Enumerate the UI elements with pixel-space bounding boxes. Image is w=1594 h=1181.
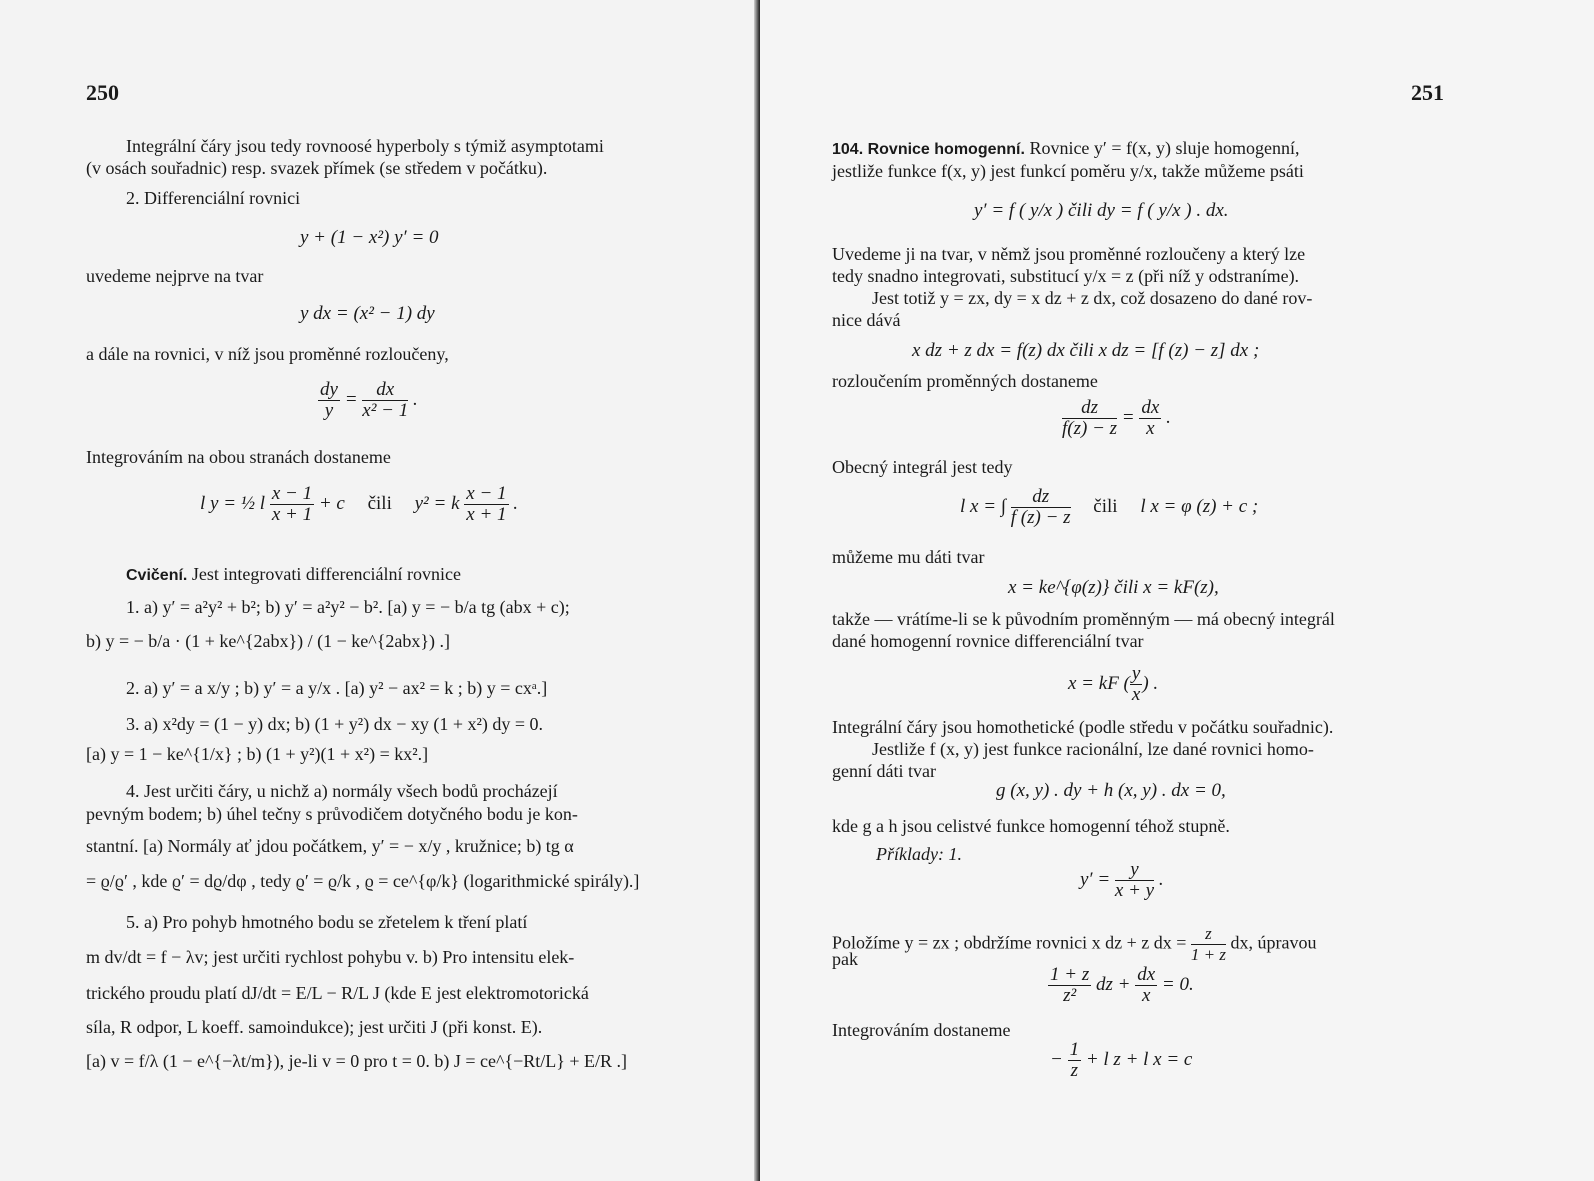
exercise-5c: trického proudu platí dJ/dt = E/L − R/L J (kde E jest elektromotorická — [86, 983, 589, 1003]
text-line: Integrální čáry jsou tedy rovnoosé hyperboly s týmiž asymptotami — [126, 136, 604, 156]
text-line: Obecný integrál jest tedy — [832, 457, 1013, 477]
separated-equation: $\frac{dy}{y}$ = $\frac{dx}{\text{x² − 1}}$ . — [320, 379, 418, 421]
exercise-heading: Cvičení. Jest integrovati differenciální rovnice — [126, 564, 461, 584]
equation: y′ = f ( y/x ) čili dy = f ( y/x ) . dx. — [974, 200, 1229, 221]
page-number-left: 250 — [86, 80, 119, 105]
equation: g (x, y) . dy + h (x, y) . dx = 0, — [996, 780, 1226, 801]
text-line: Jestliže f (x, y) jest funkce racionální, lze dané rovnici homo- — [872, 739, 1314, 759]
text-line: Uvedeme ji na tvar, v němž jsou proměnné rozloučeny a který lze — [832, 244, 1306, 264]
text-line: uvedeme nejprve na tvar — [86, 266, 264, 286]
exercise-4a: 4. Jest určiti čáry, u nichž a) normály všech bodů procházejí — [126, 781, 558, 801]
exercise-4b: pevným bodem; b) úhel tečny s průvodičem dotyčného bodu je kon- — [86, 804, 578, 824]
exercise-3a: 3. a) x²dy = (1 − y) dx; b) (1 + y²) dx − xy (1 + x²) dy = 0. — [126, 714, 544, 734]
equation: y + (1 − x²) y′ = 0 — [300, 227, 439, 248]
text-line: Integrováním dostaneme — [832, 1020, 1011, 1040]
exercise-5b: m dv/dt = f − λv; jest určiti rychlost pohybu v. b) Pro intensitu elek- — [86, 947, 575, 967]
page-number-right: 251 — [1411, 80, 1444, 105]
equation: x = ke^{φ(z)} čili x = kF(z), — [1008, 577, 1219, 598]
text-line: tedy snadno integrovati, substitucí y/x = z (při níž y odstraníme). — [832, 266, 1300, 286]
text-line: Položíme y = zx ; obdržíme rovnici x dz + z dx = $\frac{z}{1 + z}$ dx, úpravou — [832, 924, 1317, 964]
exercise-1a: 1. a) y′ = a²y² + b²; b) y′ = a²y² − b². [a) y = − b/a tg (abx + c); — [126, 597, 570, 617]
exercise-5e: [a) v = f/λ (1 − e^{−λt/m}), je-li v = 0 pro t = 0. b) J = ce^{−Rt/L} + E/R .] — [86, 1051, 628, 1071]
exercise-1b: b) y = − b/a · (1 + ke^{2abx}) / (1 − ke^{2abx}) .] — [86, 631, 450, 651]
left-page — [0, 0, 758, 1181]
text-line: 2. Differenciální rovnici — [126, 188, 301, 208]
text-line: Jest totiž y = zx, dy = x dz + z dx, což dosazeno do dané rov- — [872, 288, 1313, 308]
text-line: dané homogenní rovnice differenciální tvar — [832, 631, 1144, 651]
text-line: můžeme mu dáti tvar — [832, 547, 985, 567]
exercise-4d: = ϱ/ϱ′ , kde ϱ′ = dϱ/dφ , tedy ϱ′ = ϱ/k , ϱ = ce^{φ/k} (logarithmické spirály).] — [86, 871, 640, 891]
text-line: a dále na rovnici, v níž jsou proměnné rozloučeny, — [86, 344, 449, 364]
last-equation: − $\frac{1}{z}$ + l z + l x = c — [1050, 1039, 1193, 1081]
exercise-5d: síla, R odpor, L koeff. samoindukce); jest určiti J (při konst. E). — [86, 1017, 543, 1037]
exercise-5a: 5. a) Pro pohyb hmotného bodu se zřetelem k tření platí — [126, 912, 528, 932]
examples-label: Příklady: 1. — [876, 844, 962, 864]
right-page — [760, 0, 1594, 1181]
text-line: takže — vrátíme-li se k původním proměnným — má obecný integrál — [832, 609, 1335, 629]
exercise-3b: [a) y = 1 − ke^{1/x} ; b) (1 + y²)(1 + x²) = kx².] — [86, 744, 429, 764]
text-line: nice dává — [832, 310, 901, 330]
final-equation: $\frac{1 + z}{\text{z²}}$ dz + $\frac{dx}{x}$ = 0. — [1050, 964, 1194, 1006]
text-line: (v osách souřadnic) resp. svazek přímek (se středem v počátku). — [86, 158, 548, 178]
exercise-4c: stantní. [a) Normály ať jdou počátkem, y′ = − x/y , kružnice; b) tg α — [86, 836, 574, 856]
integral-equation: l y = ½ l $\frac{x - 1}{x + 1}$ + c čili y² = k $\frac{x - 1}{x + 1}$ . — [200, 483, 519, 525]
homogeneous-solution: x = kF ( $\frac{y}{x}$ ) . — [1068, 663, 1159, 705]
text-line: rozloučením proměnných dostaneme — [832, 371, 1098, 391]
text-line: Integrální čáry jsou homothetické (podle středu v počátku souřadnic). — [832, 717, 1334, 737]
example-equation: y′ = $\frac{y}{x + y}$ . — [1080, 859, 1164, 901]
text-line: kde g a h jsou celistvé funkce homogenní téhož stupně. — [832, 816, 1230, 836]
text-line: jestliže funkce f(x, y) jest funkcí poměru y/x, takže můžeme psáti — [832, 161, 1304, 181]
text-line: pak — [832, 949, 858, 969]
text-line: genní dáti tvar — [832, 761, 936, 781]
equation: x dz + z dx = f(z) dx čili x dz = [f (z) − z] dx ; — [912, 340, 1260, 361]
section-heading: 104. Rovnice homogenní. Rovnice y′ = f(x, y) sluje homogenní, — [832, 138, 1300, 158]
separated-equation: $\frac{dz}{f(z) - z}$ = $\frac{dx}{x}$ . — [1062, 397, 1171, 439]
exercise-2: 2. a) y′ = a x/y ; b) y′ = a y/x . [a) y² − ax² = k ; b) y = cxᵃ.] — [126, 678, 548, 698]
text-line: Integrováním na obou stranách dostaneme — [86, 447, 391, 467]
equation: y dx = (x² − 1) dy — [300, 303, 435, 324]
general-integral: l x = ∫ $\frac{dz}{f (z) - z}$ čili l x = φ (z) + c ; — [960, 486, 1259, 528]
